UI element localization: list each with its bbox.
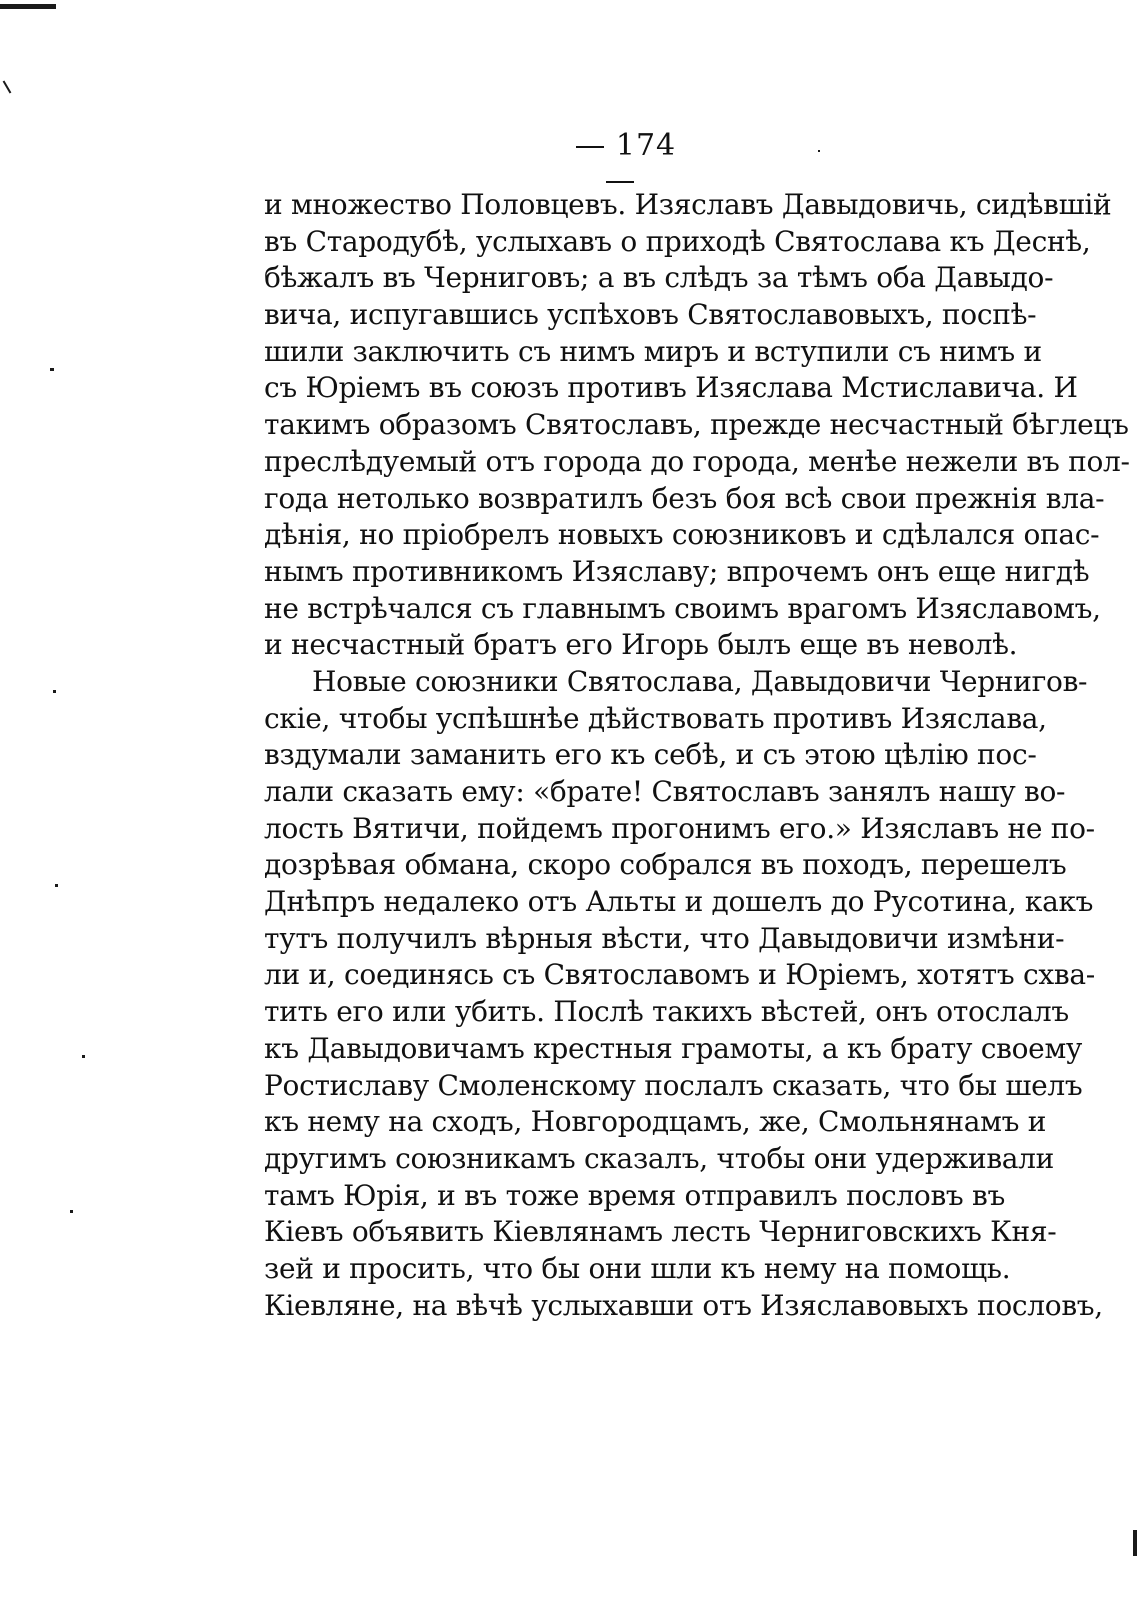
text-line: вздумали заманить его къ себѣ, и съ этою цѣлію пос-: [264, 738, 1037, 772]
text-line: года нетолько возвратилъ безъ боя всѣ свои прежнія вла-: [264, 481, 1105, 515]
scan-speck: [55, 884, 58, 887]
scan-speck: [70, 1210, 73, 1213]
paragraph-start-line: Новые союзники Святослава, Давыдовичи Чернигов-: [312, 664, 1088, 698]
text-line: такимъ образомъ Святославъ, прежде несчастный бѣглецъ: [264, 408, 1129, 442]
scan-speck: [82, 1055, 85, 1058]
text-line: тутъ получилъ вѣрныя вѣсти, что Давыдовичи измѣни-: [264, 921, 1065, 955]
scan-edge-mark: [0, 4, 56, 9]
text-line: лали сказать ему: «брате! Святославъ занялъ нашу во-: [264, 775, 1066, 808]
page-number-dash-right: [606, 181, 634, 183]
scan-edge-mark: [1133, 1530, 1137, 1556]
text-line: шили заключить съ нимъ миръ и вступили съ нимъ и: [264, 334, 1042, 368]
paragraph-end-line: и несчастный братъ его Игорь былъ еще въ неволѣ.: [264, 628, 1018, 662]
text-line: въ Стародубѣ, услыхавъ о приходѣ Святослава къ Деснѣ,: [264, 224, 1091, 258]
text-line: Кіевъ объявить Кіевлянамъ лесть Черниговскихъ Кня-: [264, 1215, 1057, 1249]
text-line: Кіевляне, на вѣчѣ услыхавши отъ Изяславовыхъ пословъ,: [264, 1288, 1103, 1322]
text-line: дѣнія, но пріобрелъ новыхъ союзниковъ и сдѣлался опас-: [264, 518, 1100, 552]
text-line: скіе, чтобы успѣшнѣе дѣйствовать противъ Изяслава,: [264, 701, 1047, 735]
text-line: ли и, соединясь съ Святославомъ и Юріемъ, хотятъ схва-: [264, 958, 1095, 992]
page-number-value: 174: [615, 128, 677, 163]
text-line: къ нему на сходъ, Новгородцамъ, же, Смольнянамъ и: [264, 1105, 1047, 1139]
text-line: другимъ союзникамъ сказалъ, чтобы они удерживали: [264, 1141, 1055, 1175]
text-line: къ Давыдовичамъ крестныя грамоты, а къ брату своему: [264, 1031, 1083, 1065]
text-line: Ростиславу Смоленскому послалъ сказать, что бы шелъ: [264, 1068, 1083, 1102]
scan-speck: [50, 368, 54, 371]
text-line: нымъ противникомъ Изяславу; впрочемъ онъ еще нигдѣ: [264, 554, 1090, 588]
text-line: Днѣпръ недалеко отъ Альты и дошелъ до Русотина, какъ: [264, 885, 1094, 919]
scan-speck: [818, 150, 820, 152]
page-number-dash-left: [576, 146, 604, 148]
scan-speck: [53, 690, 56, 693]
text-line: и множество Половцевъ. Изяславъ Давыдовичь, сидѣвшій: [264, 188, 1112, 221]
scan-speck: [3, 80, 12, 93]
text-line: не встрѣчался съ главнымъ своимъ врагомъ Изяславомъ,: [264, 591, 1101, 625]
body-text: [264, 187, 1130, 1324]
text-line: тамъ Юрія, и въ тоже время отправилъ пословъ въ: [264, 1178, 1006, 1212]
text-line: зей и просить, что бы они шли къ нему на помощь.: [264, 1251, 1011, 1285]
text-line: лость Вятичи, пойдемъ прогонимъ его.» Изяславъ не по-: [264, 811, 1095, 845]
text-line: вича, испугавшись успѣховъ Святославовыхъ, поспѣ-: [264, 298, 1037, 332]
text-line: тить его или убить. Послѣ такихъ вѣстей, онъ отослалъ: [264, 995, 1069, 1029]
text-line: дозрѣвая обмана, скоро собрался въ походъ, перешелъ: [264, 848, 1067, 882]
text-line: съ Юріемъ въ союзъ противъ Изяслава Мстиславича. И: [264, 371, 1078, 405]
text-line: бѣжалъ въ Черниговъ; а въ слѣдъ за тѣмъ оба Давыдо-: [264, 261, 1054, 295]
text-line: преслѣдуемый отъ города до города, менѣе нежели въ пол-: [264, 444, 1130, 478]
